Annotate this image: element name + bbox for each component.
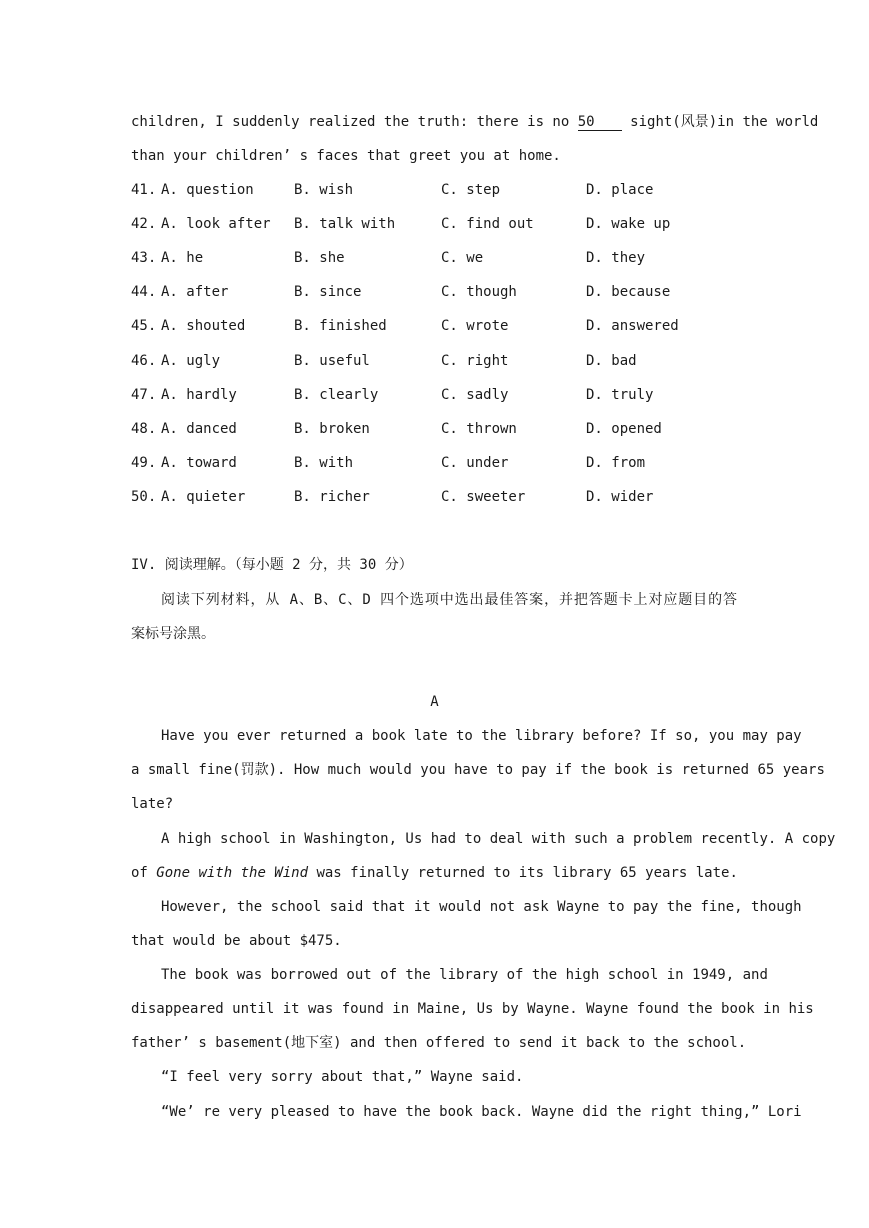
question-number: 49. (131, 455, 157, 471)
question-number: 46. (131, 353, 157, 369)
question-number: 47. (131, 387, 157, 403)
question-row (131, 487, 737, 507)
question-row (131, 351, 737, 371)
option-d: D. wake up (586, 216, 671, 232)
intro-line-1 (131, 112, 819, 132)
passage-p4-line-2: disappeared until it was found in Maine, Us by Wayne. Wayne found the book in his (131, 1001, 814, 1017)
question-row (131, 180, 737, 200)
passage-p4-line-3: father’ s basement(地下室) and then offered to send it back to the school. (131, 1035, 747, 1051)
question-row (131, 385, 737, 405)
passage-p1-line-3: late? (131, 796, 174, 812)
question-number: 44. (131, 284, 157, 300)
option-a: A. toward (161, 455, 237, 471)
passage-label: A (430, 694, 439, 710)
option-b: B. richer (294, 489, 370, 505)
passage-p4-line-1: The book was borrowed out of the library of the high school in 1949, and (161, 967, 768, 983)
passage-p5-line-1: “I feel very sorry about that,” Wayne said. (161, 1069, 524, 1085)
option-c: C. sadly (441, 387, 509, 403)
option-c: C. find out (441, 216, 534, 232)
option-a: A. shouted (161, 318, 246, 334)
option-d: D. they (586, 250, 646, 266)
option-d: D. truly (586, 387, 654, 403)
option-b: B. finished (294, 318, 387, 334)
question-row (131, 214, 737, 234)
question-row (131, 248, 737, 268)
question-number: 43. (131, 250, 157, 266)
question-number: 48. (131, 421, 157, 437)
option-c: C. step (441, 182, 501, 198)
option-b: B. broken (294, 421, 370, 437)
option-a: A. hardly (161, 387, 237, 403)
option-a: A. question (161, 182, 254, 198)
option-c: C. thrown (441, 421, 517, 437)
passage-p2-line-1: A high school in Washington, Us had to deal with such a problem recently. A copy (161, 831, 836, 847)
option-d: D. from (586, 455, 646, 471)
option-a: A. look after (161, 216, 271, 232)
option-c: C. wrote (441, 318, 509, 334)
question-number: 45. (131, 318, 157, 334)
passage-p3-line-2: that would be about $475. (131, 933, 342, 949)
option-c: C. we (441, 250, 484, 266)
instruction-line-1: 阅读下列材料，从 A、B、C、D 四个选项中选出最佳答案，并把答题卡上对应题目的答 (161, 592, 737, 608)
option-a: A. after (161, 284, 229, 300)
option-b: B. talk with (294, 216, 396, 232)
passage-p6-line-1: “We’ re very pleased to have the book back. Wayne did the right thing,” Lori (161, 1104, 802, 1120)
intro-text-after-blank: sight(风景)in the world (621, 114, 819, 130)
intro-line-2: than your children’ s faces that greet you at home. (131, 148, 561, 164)
passage-p1-line-1: Have you ever returned a book late to the library before? If so, you may pay (161, 728, 802, 744)
option-b: B. with (294, 455, 354, 471)
section-heading: IV. 阅读理解。（每小题 2 分，共 30 分） (131, 557, 413, 573)
answer-blank-50: 50 (578, 114, 622, 131)
option-a: A. ugly (161, 353, 221, 369)
option-b: B. she (294, 250, 345, 266)
option-a: A. he (161, 250, 204, 266)
option-b: B. wish (294, 182, 354, 198)
question-number: 42. (131, 216, 157, 232)
question-number: 50. (131, 489, 157, 505)
question-number: 41. (131, 182, 157, 198)
question-row (131, 453, 737, 473)
instruction-line-2: 案标号涂黑。 (131, 626, 215, 642)
passage-p1-line-2: a small fine(罚款). How much would you have to pay if the book is returned 65 years (131, 762, 825, 778)
intro-text-before-blank: children, I suddenly realized the truth: there is no (131, 114, 578, 130)
option-c: C. though (441, 284, 517, 300)
book-title: Gone with the Wind (156, 865, 309, 881)
option-d: D. wider (586, 489, 654, 505)
passage-p2-line-2 (131, 863, 737, 883)
option-d: D. because (586, 284, 671, 300)
option-b: B. since (294, 284, 362, 300)
p2-text-after-title: was finally returned to its library 65 years late. (308, 865, 738, 881)
passage-p3-line-1: However, the school said that it would not ask Wayne to pay the fine, though (161, 899, 802, 915)
option-c: C. under (441, 455, 509, 471)
question-row (131, 316, 737, 336)
question-row (131, 282, 737, 302)
p2-text-before-title: of (131, 865, 157, 881)
option-d: D. bad (586, 353, 637, 369)
option-d: D. answered (586, 318, 679, 334)
option-b: B. clearly (294, 387, 379, 403)
option-d: D. opened (586, 421, 662, 437)
option-b: B. useful (294, 353, 370, 369)
option-a: A. danced (161, 421, 237, 437)
option-a: A. quieter (161, 489, 246, 505)
option-c: C. sweeter (441, 489, 526, 505)
option-c: C. right (441, 353, 509, 369)
question-row (131, 419, 737, 439)
option-d: D. place (586, 182, 654, 198)
